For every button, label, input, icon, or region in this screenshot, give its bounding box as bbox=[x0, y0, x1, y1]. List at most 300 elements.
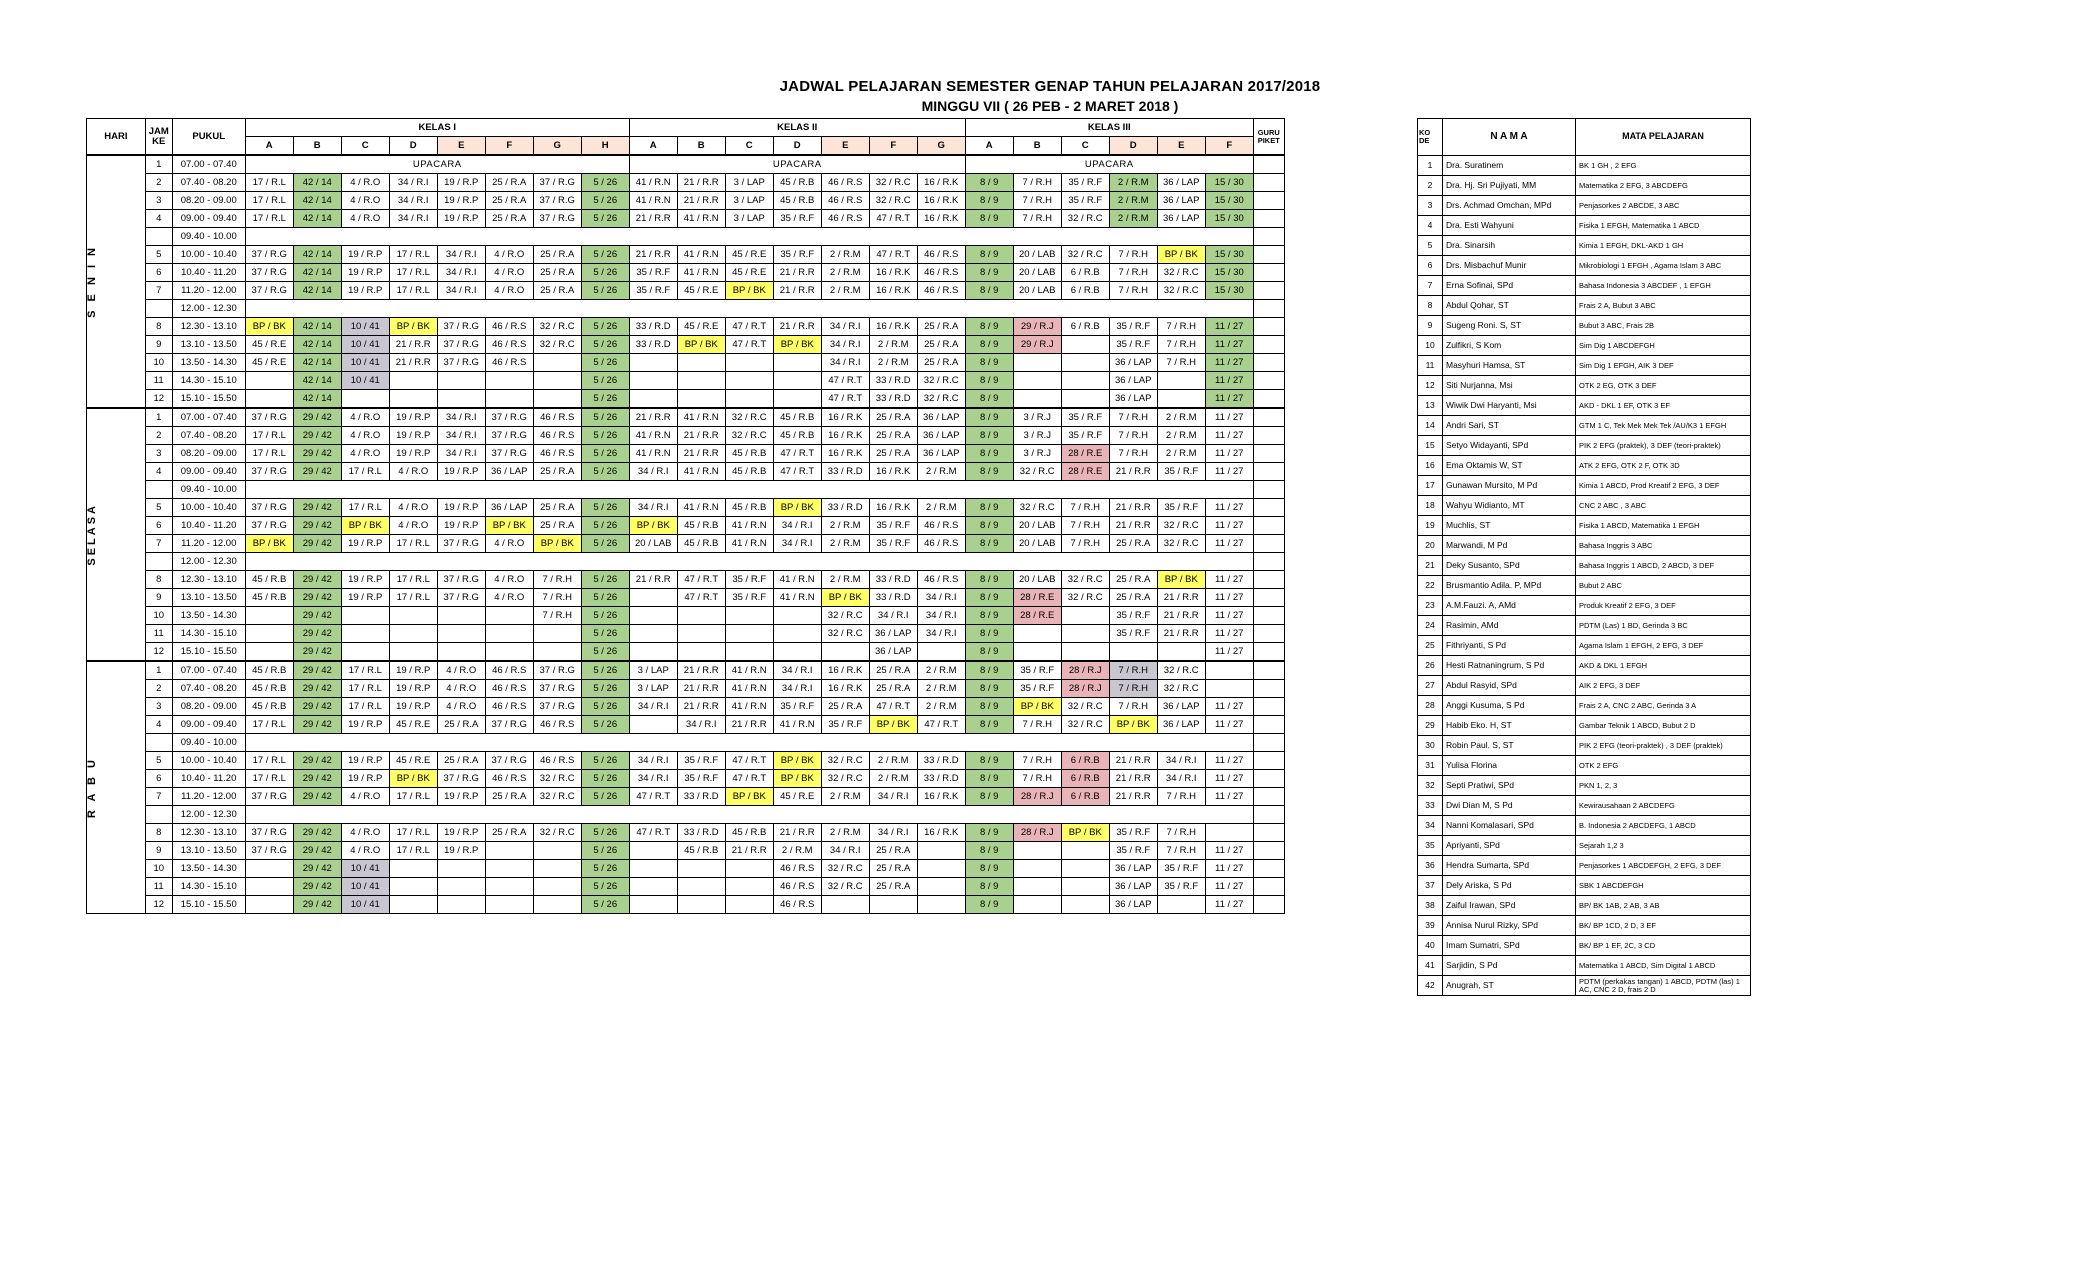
schedule-cell: 11 / 27 bbox=[1205, 390, 1253, 409]
schedule-cell: 4 / R.O bbox=[485, 589, 533, 607]
schedule-cell: 7 / R.H bbox=[1109, 680, 1157, 698]
schedule-cell: 34 / R.I bbox=[629, 770, 677, 788]
schedule-cell: 32 / R.C bbox=[821, 770, 869, 788]
teacher-subject: Frais 2 A, Bubut 3 ABC bbox=[1576, 296, 1751, 316]
schedule-cell: 32 / R.C bbox=[533, 788, 581, 806]
schedule-cell bbox=[437, 878, 485, 896]
schedule-cell: BP / BK bbox=[725, 788, 773, 806]
jam-ke-cell: 12 bbox=[145, 390, 172, 409]
schedule-cell: 11 / 27 bbox=[1205, 318, 1253, 336]
schedule-cell: 41 / R.N bbox=[677, 408, 725, 427]
schedule-cell bbox=[389, 896, 437, 914]
schedule-cell: 25 / R.A bbox=[485, 210, 533, 228]
schedule-cell: 34 / R.I bbox=[869, 824, 917, 842]
schedule-cell: 32 / R.C bbox=[1157, 264, 1205, 282]
schedule-cell: 45 / R.B bbox=[725, 463, 773, 481]
teacher-row bbox=[1418, 876, 1751, 896]
upacara-cell-kelas3: UPACARA bbox=[965, 155, 1253, 174]
schedule-cell: 11 / 27 bbox=[1205, 643, 1253, 662]
schedule-row bbox=[87, 770, 1285, 788]
schedule-cell: BP / BK bbox=[245, 318, 293, 336]
schedule-cell: 3 / R.J bbox=[1013, 445, 1061, 463]
schedule-cell: 19 / R.P bbox=[341, 770, 389, 788]
teacher-name: Robin Paul. S, ST bbox=[1443, 736, 1576, 756]
schedule-cell: 21 / R.R bbox=[677, 192, 725, 210]
schedule-cell: 46 / R.S bbox=[485, 318, 533, 336]
schedule-cell: 46 / R.S bbox=[533, 716, 581, 734]
schedule-cell: 11 / 27 bbox=[1205, 589, 1253, 607]
schedule-cell bbox=[1157, 372, 1205, 390]
schedule-cell: 19 / R.P bbox=[389, 408, 437, 427]
schedule-cell: 47 / R.T bbox=[725, 318, 773, 336]
teacher-row bbox=[1418, 576, 1751, 596]
schedule-cell: 21 / R.R bbox=[629, 246, 677, 264]
schedule-cell: 46 / R.S bbox=[821, 174, 869, 192]
teacher-name: A.M.Fauzi. A, AMd bbox=[1443, 596, 1576, 616]
schedule-cell: 25 / R.A bbox=[533, 463, 581, 481]
teacher-subject: Agama Islam 1 EFGH, 2 EFG, 3 DEF bbox=[1576, 636, 1751, 656]
teacher-no: 36 bbox=[1418, 856, 1443, 876]
schedule-cell: 37 / R.G bbox=[245, 788, 293, 806]
teacher-row bbox=[1418, 656, 1751, 676]
schedule-cell: 2 / R.M bbox=[1109, 192, 1157, 210]
schedule-cell: 4 / R.O bbox=[341, 788, 389, 806]
schedule-cell: 4 / R.O bbox=[341, 210, 389, 228]
teacher-subject: SBK 1 ABCDEFGH bbox=[1576, 876, 1751, 896]
schedule-row bbox=[87, 427, 1285, 445]
teacher-subject: PKN 1, 2, 3 bbox=[1576, 776, 1751, 796]
schedule-cell: BP / BK bbox=[821, 589, 869, 607]
schedule-cell: 37 / R.G bbox=[245, 264, 293, 282]
schedule-cell: 46 / R.S bbox=[821, 192, 869, 210]
schedule-cell: 28 / R.J bbox=[1013, 824, 1061, 842]
schedule-cell: 8 / 9 bbox=[965, 372, 1013, 390]
schedule-row bbox=[87, 445, 1285, 463]
teacher-subject: AIK 2 EFG, 3 DEF bbox=[1576, 676, 1751, 696]
schedule-cell: 3 / R.J bbox=[1013, 408, 1061, 427]
schedule-cell bbox=[1157, 390, 1205, 409]
teacher-row bbox=[1418, 856, 1751, 876]
teacher-row bbox=[1418, 456, 1751, 476]
schedule-cell: 32 / R.C bbox=[1061, 589, 1109, 607]
schedule-cell: 19 / R.P bbox=[341, 571, 389, 589]
teacher-subject: PDTM (perkakas tangan) 1 ABCD, PDTM (las) 1 AC, CNC 2 D, frais 2 D bbox=[1576, 976, 1751, 996]
schedule-cell bbox=[725, 607, 773, 625]
teacher-name: Sarjidin, S Pd bbox=[1443, 956, 1576, 976]
schedule-cell bbox=[389, 625, 437, 643]
schedule-cell bbox=[677, 896, 725, 914]
schedule-cell: 34 / R.I bbox=[773, 535, 821, 553]
teacher-name: Dra. Esti Wahyuni bbox=[1443, 216, 1576, 236]
schedule-cell: 45 / R.B bbox=[245, 571, 293, 589]
pukul-cell: 12.00 - 12.30 bbox=[172, 300, 245, 318]
schedule-cell: 46 / R.S bbox=[485, 698, 533, 716]
schedule-cell: 16 / R.K bbox=[869, 264, 917, 282]
teacher-row bbox=[1418, 516, 1751, 536]
schedule-cell: 11 / 27 bbox=[1205, 354, 1253, 372]
schedule-cell: 32 / R.C bbox=[725, 427, 773, 445]
schedule-cell: 29 / 42 bbox=[293, 499, 341, 517]
schedule-cell: 5 / 26 bbox=[581, 372, 629, 390]
schedule-cell: 2 / R.M bbox=[821, 264, 869, 282]
teacher-row bbox=[1418, 316, 1751, 336]
schedule-cell: 17 / R.L bbox=[245, 192, 293, 210]
schedule-cell bbox=[533, 878, 581, 896]
schedule-cell: 5 / 26 bbox=[581, 752, 629, 770]
schedule-cell: 17 / R.L bbox=[389, 571, 437, 589]
schedule-cell: 7 / R.H bbox=[1013, 210, 1061, 228]
schedule-cell: 25 / R.A bbox=[485, 192, 533, 210]
schedule-cell: 5 / 26 bbox=[581, 210, 629, 228]
schedule-cell: 25 / R.A bbox=[485, 788, 533, 806]
teacher-name: Habib Eko. H, ST bbox=[1443, 716, 1576, 736]
pukul-cell: 14.30 - 15.10 bbox=[172, 625, 245, 643]
teacher-row bbox=[1418, 296, 1751, 316]
schedule-cell: 41 / R.N bbox=[725, 680, 773, 698]
schedule-cell: 21 / R.R bbox=[677, 698, 725, 716]
schedule-cell: 2 / R.M bbox=[821, 824, 869, 842]
guru-piket-cell bbox=[1253, 824, 1284, 842]
schedule-cell: 17 / R.L bbox=[389, 246, 437, 264]
schedule-cell: 33 / R.D bbox=[869, 589, 917, 607]
schedule-cell: BP / BK bbox=[341, 517, 389, 535]
schedule-cell: 46 / R.S bbox=[773, 896, 821, 914]
schedule-cell: 29 / 42 bbox=[293, 860, 341, 878]
schedule-row bbox=[87, 553, 1285, 571]
teacher-no: 19 bbox=[1418, 516, 1443, 536]
schedule-cell: 2 / R.M bbox=[869, 770, 917, 788]
schedule-cell: 5 / 26 bbox=[581, 607, 629, 625]
schedule-cell: 2 / R.M bbox=[869, 752, 917, 770]
schedule-row bbox=[87, 336, 1285, 354]
schedule-cell: 11 / 27 bbox=[1205, 625, 1253, 643]
teacher-no: 14 bbox=[1418, 416, 1443, 436]
jam-ke-cell: 7 bbox=[145, 282, 172, 300]
teacher-no: 35 bbox=[1418, 836, 1443, 856]
break-row-cell bbox=[245, 228, 1253, 246]
schedule-cell bbox=[1061, 625, 1109, 643]
header-kelas-2: KELAS II bbox=[629, 119, 965, 137]
schedule-cell bbox=[1061, 860, 1109, 878]
schedule-cell: 10 / 41 bbox=[341, 372, 389, 390]
header-kelas3-c: C bbox=[1061, 137, 1109, 156]
schedule-cell: 47 / R.T bbox=[821, 372, 869, 390]
jam-ke-cell: 6 bbox=[145, 517, 172, 535]
schedule-cell: 7 / R.H bbox=[1061, 499, 1109, 517]
day-label-cell bbox=[87, 661, 146, 914]
schedule-cell: 32 / R.C bbox=[821, 860, 869, 878]
pukul-cell: 14.30 - 15.10 bbox=[172, 878, 245, 896]
schedule-cell bbox=[1157, 896, 1205, 914]
pukul-cell: 08.20 - 09.00 bbox=[172, 698, 245, 716]
schedule-cell: 20 / LAB bbox=[1013, 571, 1061, 589]
teacher-subject: OTK 2 EG, OTK 3 DEF bbox=[1576, 376, 1751, 396]
schedule-cell: 25 / R.A bbox=[869, 445, 917, 463]
guru-piket-cell bbox=[1253, 535, 1284, 553]
teacher-row bbox=[1418, 976, 1751, 996]
schedule-cell: 25 / R.A bbox=[437, 716, 485, 734]
schedule-cell: 17 / R.L bbox=[341, 499, 389, 517]
guru-piket-cell bbox=[1253, 788, 1284, 806]
schedule-cell: 47 / R.T bbox=[869, 698, 917, 716]
schedule-cell bbox=[629, 390, 677, 409]
schedule-cell: 19 / R.P bbox=[437, 517, 485, 535]
schedule-cell bbox=[1205, 661, 1253, 680]
header-kelas-1: KELAS I bbox=[245, 119, 629, 137]
schedule-row bbox=[87, 174, 1285, 192]
schedule-cell: 21 / R.R bbox=[725, 842, 773, 860]
header-guru-piket: GURU PIKET bbox=[1253, 119, 1284, 156]
teacher-name: Anggi Kusuma, S Pd bbox=[1443, 696, 1576, 716]
teacher-row bbox=[1418, 776, 1751, 796]
schedule-cell: 4 / R.O bbox=[437, 680, 485, 698]
schedule-cell: 11 / 27 bbox=[1205, 878, 1253, 896]
schedule-cell: 8 / 9 bbox=[965, 445, 1013, 463]
schedule-row bbox=[87, 625, 1285, 643]
teacher-row bbox=[1418, 736, 1751, 756]
guru-piket-cell bbox=[1253, 589, 1284, 607]
schedule-cell bbox=[821, 896, 869, 914]
guru-piket-cell bbox=[1253, 318, 1284, 336]
teacher-row bbox=[1418, 896, 1751, 916]
schedule-cell: 29 / 42 bbox=[293, 896, 341, 914]
schedule-cell bbox=[533, 372, 581, 390]
schedule-cell: 8 / 9 bbox=[965, 589, 1013, 607]
jam-ke-cell: 2 bbox=[145, 427, 172, 445]
schedule-cell: 4 / R.O bbox=[485, 264, 533, 282]
schedule-cell: 10 / 41 bbox=[341, 318, 389, 336]
schedule-cell: 25 / R.A bbox=[533, 264, 581, 282]
schedule-cell bbox=[485, 607, 533, 625]
pukul-cell: 10.00 - 10.40 bbox=[172, 499, 245, 517]
teacher-subject: BK/ BP 1CD, 2 D, 3 EF bbox=[1576, 916, 1751, 936]
schedule-cell: 21 / R.R bbox=[1157, 607, 1205, 625]
teacher-no: 7 bbox=[1418, 276, 1443, 296]
teacher-row bbox=[1418, 496, 1751, 516]
schedule-cell: 34 / R.I bbox=[821, 318, 869, 336]
schedule-cell: 16 / R.K bbox=[869, 318, 917, 336]
pukul-cell: 13.10 - 13.50 bbox=[172, 842, 245, 860]
schedule-cell bbox=[485, 842, 533, 860]
schedule-cell: 37 / R.G bbox=[245, 408, 293, 427]
schedule-cell: 8 / 9 bbox=[965, 571, 1013, 589]
pukul-cell: 09.00 - 09.40 bbox=[172, 716, 245, 734]
teacher-name: Nanni Komalasari, SPd bbox=[1443, 816, 1576, 836]
schedule-cell: 36 / LAP bbox=[1157, 174, 1205, 192]
schedule-cell: 7 / R.H bbox=[1109, 264, 1157, 282]
schedule-cell: 41 / R.N bbox=[677, 463, 725, 481]
pukul-cell: 10.00 - 10.40 bbox=[172, 246, 245, 264]
teacher-no: 30 bbox=[1418, 736, 1443, 756]
schedule-cell: 4 / R.O bbox=[341, 445, 389, 463]
schedule-cell: 8 / 9 bbox=[965, 427, 1013, 445]
schedule-cell: 6 / R.B bbox=[1061, 318, 1109, 336]
schedule-cell: 29 / 42 bbox=[293, 680, 341, 698]
header-mata-pelajaran: MATA PELAJARAN bbox=[1576, 119, 1751, 156]
schedule-cell bbox=[725, 390, 773, 409]
pukul-cell: 11.20 - 12.00 bbox=[172, 282, 245, 300]
schedule-cell bbox=[1109, 643, 1157, 662]
schedule-cell: 11 / 27 bbox=[1205, 842, 1253, 860]
schedule-cell: 19 / R.P bbox=[389, 680, 437, 698]
schedule-cell: 8 / 9 bbox=[965, 174, 1013, 192]
teacher-subject: Bubut 2 ABC bbox=[1576, 576, 1751, 596]
teacher-name: Septi Pratiwi, SPd bbox=[1443, 776, 1576, 796]
upacara-cell-kelas2: UPACARA bbox=[629, 155, 965, 174]
teacher-no: 32 bbox=[1418, 776, 1443, 796]
schedule-cell: 8 / 9 bbox=[965, 408, 1013, 427]
schedule-cell bbox=[725, 860, 773, 878]
teacher-no: 31 bbox=[1418, 756, 1443, 776]
schedule-cell: 34 / R.I bbox=[389, 192, 437, 210]
teacher-subject: ATK 2 EFG, OTK 2 F, OTK 3D bbox=[1576, 456, 1751, 476]
schedule-cell: 42 / 14 bbox=[293, 174, 341, 192]
schedule-cell: 29 / 42 bbox=[293, 752, 341, 770]
teacher-subject: Matematika 2 EFG, 3 ABCDEFG bbox=[1576, 176, 1751, 196]
schedule-cell: 33 / R.D bbox=[677, 788, 725, 806]
schedule-row bbox=[87, 300, 1285, 318]
schedule-cell: 37 / R.G bbox=[245, 246, 293, 264]
teacher-subject: BK/ BP 1 EF, 2C, 3 CD bbox=[1576, 936, 1751, 956]
schedule-cell: 8 / 9 bbox=[965, 192, 1013, 210]
teacher-no: 20 bbox=[1418, 536, 1443, 556]
schedule-cell bbox=[533, 842, 581, 860]
schedule-cell bbox=[389, 878, 437, 896]
schedule-cell bbox=[1205, 680, 1253, 698]
schedule-cell bbox=[629, 716, 677, 734]
schedule-cell: 37 / R.G bbox=[485, 445, 533, 463]
schedule-cell: 5 / 26 bbox=[581, 860, 629, 878]
schedule-cell bbox=[389, 390, 437, 409]
schedule-cell bbox=[629, 896, 677, 914]
schedule-cell: 32 / R.C bbox=[1013, 463, 1061, 481]
teacher-no: 23 bbox=[1418, 596, 1443, 616]
schedule-cell: 41 / R.N bbox=[773, 589, 821, 607]
schedule-cell: 6 / R.B bbox=[1061, 788, 1109, 806]
schedule-cell: 34 / R.I bbox=[1157, 752, 1205, 770]
jam-ke-cell: 10 bbox=[145, 860, 172, 878]
teacher-row bbox=[1418, 696, 1751, 716]
schedule-cell: 4 / R.O bbox=[485, 246, 533, 264]
schedule-cell: 33 / R.D bbox=[629, 336, 677, 354]
schedule-cell bbox=[1061, 390, 1109, 409]
header-kelas1-h: H bbox=[581, 137, 629, 156]
schedule-cell: 37 / R.G bbox=[245, 517, 293, 535]
schedule-cell: 37 / R.G bbox=[485, 752, 533, 770]
schedule-cell: 16 / R.K bbox=[917, 210, 965, 228]
schedule-cell: 42 / 14 bbox=[293, 354, 341, 372]
guru-piket-cell bbox=[1253, 553, 1284, 571]
guru-piket-cell bbox=[1253, 734, 1284, 752]
schedule-cell: 25 / R.A bbox=[869, 860, 917, 878]
schedule-cell: 5 / 26 bbox=[581, 842, 629, 860]
schedule-cell bbox=[341, 607, 389, 625]
schedule-cell: 32 / R.C bbox=[533, 770, 581, 788]
schedule-cell: 3 / R.J bbox=[1013, 427, 1061, 445]
guru-piket-cell bbox=[1253, 300, 1284, 318]
schedule-cell: 5 / 26 bbox=[581, 571, 629, 589]
schedule-cell: 47 / R.T bbox=[773, 463, 821, 481]
schedule-cell: BP / BK bbox=[533, 535, 581, 553]
schedule-cell: 32 / R.C bbox=[821, 625, 869, 643]
schedule-cell: 35 / R.F bbox=[1109, 336, 1157, 354]
schedule-row bbox=[87, 734, 1285, 752]
header-pukul: PUKUL bbox=[172, 119, 245, 156]
schedule-cell: 42 / 14 bbox=[293, 372, 341, 390]
pukul-cell: 09.40 - 10.00 bbox=[172, 228, 245, 246]
schedule-cell: 37 / R.G bbox=[437, 354, 485, 372]
schedule-cell: 25 / R.A bbox=[533, 517, 581, 535]
schedule-cell: 11 / 27 bbox=[1205, 860, 1253, 878]
teacher-name: Brusmantio Adila. P, MPd bbox=[1443, 576, 1576, 596]
jam-ke-cell bbox=[145, 553, 172, 571]
schedule-cell bbox=[677, 607, 725, 625]
schedule-cell: 5 / 26 bbox=[581, 770, 629, 788]
schedule-cell: 7 / R.H bbox=[1157, 788, 1205, 806]
schedule-cell: 3 / LAP bbox=[629, 661, 677, 680]
schedule-cell: 36 / LAP bbox=[1109, 390, 1157, 409]
guru-piket-cell bbox=[1253, 607, 1284, 625]
schedule-cell: 5 / 26 bbox=[581, 698, 629, 716]
schedule-cell: 36 / LAP bbox=[1157, 210, 1205, 228]
header-kode: KO DE bbox=[1418, 119, 1443, 156]
schedule-cell: 46 / R.S bbox=[533, 445, 581, 463]
teacher-row bbox=[1418, 556, 1751, 576]
guru-piket-cell bbox=[1253, 643, 1284, 662]
schedule-cell: 36 / LAP bbox=[1109, 354, 1157, 372]
teacher-name: Abdul Rasyid, SPd bbox=[1443, 676, 1576, 696]
day-label-cell bbox=[87, 408, 146, 661]
schedule-cell: 41 / R.N bbox=[629, 174, 677, 192]
schedule-cell: 5 / 26 bbox=[581, 680, 629, 698]
schedule-cell: 29 / 42 bbox=[293, 788, 341, 806]
schedule-cell: 42 / 14 bbox=[293, 210, 341, 228]
schedule-cell bbox=[629, 372, 677, 390]
header-kelas3-f: F bbox=[1205, 137, 1253, 156]
schedule-cell: 35 / R.F bbox=[725, 589, 773, 607]
teacher-row bbox=[1418, 176, 1751, 196]
schedule-cell: 42 / 14 bbox=[293, 390, 341, 409]
schedule-cell: 34 / R.I bbox=[1157, 770, 1205, 788]
schedule-cell: 15 / 30 bbox=[1205, 210, 1253, 228]
teacher-subject: Mikrobiologi 1 EFGH , Agama Islam 3 ABC bbox=[1576, 256, 1751, 276]
schedule-cell: 35 / R.F bbox=[1013, 661, 1061, 680]
pukul-cell: 09.00 - 09.40 bbox=[172, 463, 245, 481]
teacher-subject: OTK 2 EFG bbox=[1576, 756, 1751, 776]
schedule-cell: 2 / R.M bbox=[773, 842, 821, 860]
schedule-cell: 19 / R.P bbox=[437, 192, 485, 210]
schedule-cell: 6 / R.B bbox=[1061, 264, 1109, 282]
schedule-cell: 21 / R.R bbox=[629, 408, 677, 427]
schedule-cell: 21 / R.R bbox=[677, 680, 725, 698]
pukul-cell: 07.00 - 07.40 bbox=[172, 408, 245, 427]
jam-ke-cell: 7 bbox=[145, 788, 172, 806]
schedule-cell: 37 / R.G bbox=[485, 408, 533, 427]
teacher-subject: Fisika 1 EFGH, Matematika 1 ABCD bbox=[1576, 216, 1751, 236]
schedule-cell: 20 / LAB bbox=[1013, 535, 1061, 553]
teacher-name: Wiwik Dwi Haryanti, Msi bbox=[1443, 396, 1576, 416]
teacher-subject: Gambar Teknik 1 ABCD, Bubut 2 D bbox=[1576, 716, 1751, 736]
schedule-cell: 5 / 26 bbox=[581, 517, 629, 535]
schedule-cell: 17 / R.L bbox=[389, 842, 437, 860]
schedule-cell: 4 / R.O bbox=[341, 192, 389, 210]
schedule-cell: 28 / R.E bbox=[1013, 589, 1061, 607]
schedule-cell: 8 / 9 bbox=[965, 463, 1013, 481]
schedule-cell: 36 / LAP bbox=[1157, 698, 1205, 716]
schedule-cell: 2 / R.M bbox=[821, 246, 869, 264]
schedule-cell bbox=[725, 625, 773, 643]
schedule-cell: 6 / R.B bbox=[1061, 752, 1109, 770]
